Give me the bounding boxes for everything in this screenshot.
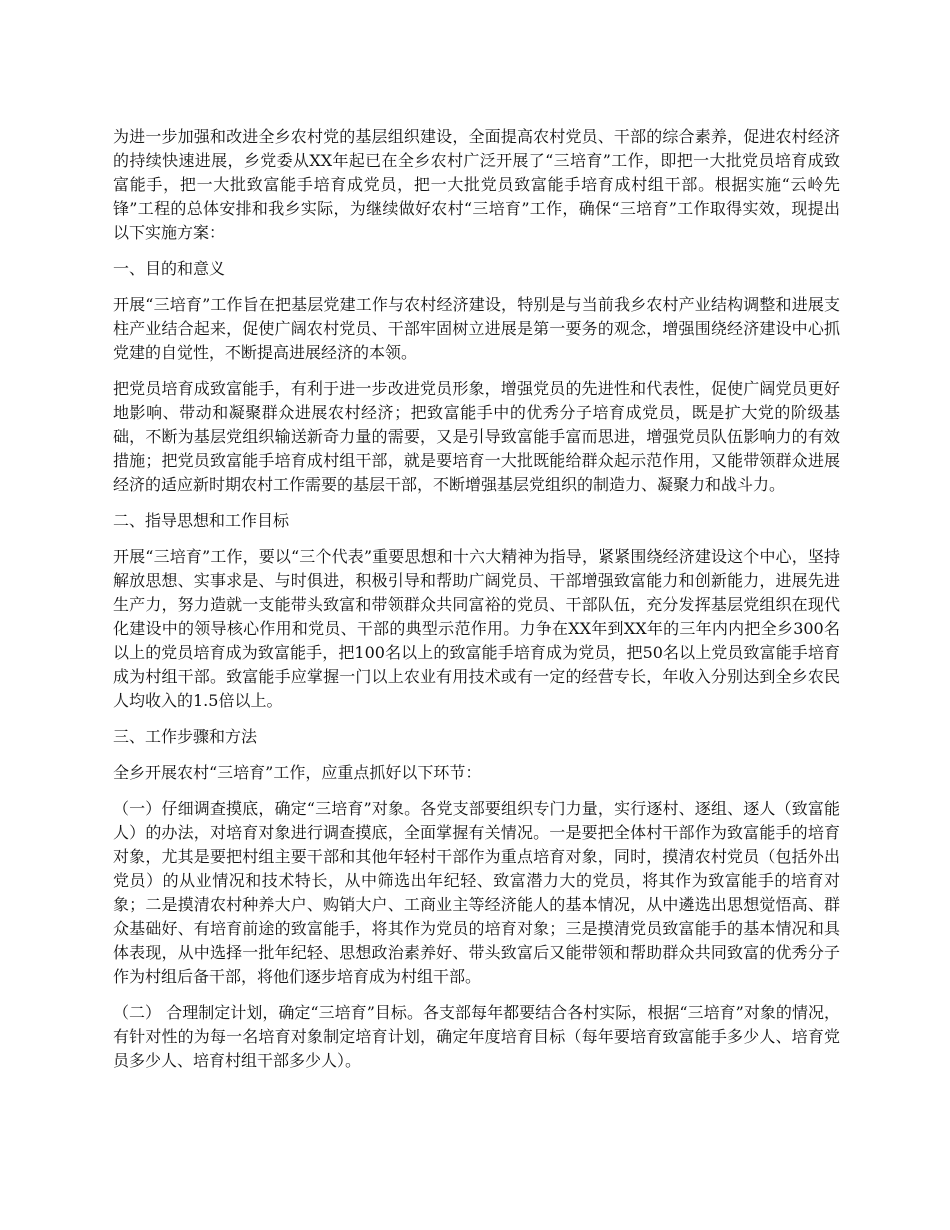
section-heading-steps: 三、工作步骤和方法 bbox=[113, 727, 258, 746]
step-one-paragraph: （一）仔细调查摸底，确定“三培育”对象。各党支部要组织专门力量，实行逐村、逐组、逐人（致富能人）的办法，对培育对象进行调查摸底，全面掌握有关情况。一是要把全体村干部作为致富能手的培育对象，尤其是要把村组主要干部和其他年轻村干部作为重点培育对象，同时，摸清农村党员（包括外出党员）的从业情况和技术特长，从中筛选出年纪轻、致富潜力大的党员，将其作为致富能手的培育对象；二是摸清农村种养大户、购销大户、工商业主等经济能人的基本情况，从中遴选出思想觉悟高、群众基础好、有培育前途的致富能手，将其作为党员的培育对象；三是摸清党员致富能手的基本情况和具体表现，从中选择一批年纪轻、思想政治素养好、带头致富后又能带领和帮助群众共同致富的优秀分子作为村组后备干部，将他们逐步培育成为村组干部。 bbox=[113, 799, 840, 986]
section-heading-purpose: 一、目的和意义 bbox=[113, 259, 226, 278]
section-heading-guiding-thought: 二、指导思想和工作目标 bbox=[113, 511, 290, 530]
intro-paragraph: 为进一步加强和改进全乡农村党的基层组织建设，全面提高农村党员、干部的综合素养，促进农村经济的持续快速进展，乡党委从XX年起已在全乡农村广泛开展了“三培育”工作，即把一大批党员培育成致富能手，把一大批致富能手培育成党员，把一大批党员致富能手培育成村组干部。根据实施“云岭先锋”工程的总体安排和我乡实际，为继续做好农村“三培育”工作，确保“三培育”工作取得实效，现提出以下实施方案： bbox=[113, 127, 840, 242]
document-body bbox=[113, 125, 840, 1085]
step-two-paragraph: （二） 合理制定计划，确定“三培育”目标。各支部每年都要结合各村实际，根据“三培育”对象的情况，有针对性的为每一名培育对象制定培育计划，确定年度培育目标（每年要培育致富能手多少人、培育党员多少人、培育村组干部多少人）。 bbox=[113, 1003, 840, 1070]
purpose-paragraph-1: 开展“三培育”工作旨在把基层党建工作与农村经济建设，特别是与当前我乡农村产业结构调整和进展支柱产业结合起来，促使广阔农村党员、干部牢固树立进展是第一要务的观念，增强围绕经济建设中心抓党建的自觉性，不断提高进展经济的本领。 bbox=[113, 295, 840, 362]
purpose-paragraph-2: 把党员培育成致富能手，有利于进一步改进党员形象，增强党员的先进性和代表性，促使广阔党员更好地影响、带动和凝聚群众进展农村经济；把致富能手中的优秀分子培育成党员，既是扩大党的阶级基础，不断为基层党组织输送新奇力量的需要，又是引导致富能手富而思进，增强党员队伍影响力的有效措施；把党员致富能手培育成村组干部，就是要培育一大批既能给群众起示范作用，又能带领群众进展经济的适应新时期农村工作需要的基层干部，不断增强基层党组织的制造力、凝聚力和战斗力。 bbox=[113, 379, 840, 494]
steps-intro-paragraph: 全乡开展农村“三培育”工作，应重点抓好以下环节： bbox=[113, 763, 482, 782]
guiding-thought-paragraph: 开展“三培育”工作，要以“三个代表”重要思想和十六大精神为指导，紧紧围绕经济建设这个中心，坚持解放思想、实事求是、与时俱进，积极引导和帮助广阔党员、干部增强致富能力和创新能力，进展先进生产力，努力造就一支能带头致富和带领群众共同富裕的党员、干部队伍，充分发挥基层党组织在现代化建设中的领导核心作用和党员、干部的典型示范作用。力争在XX年到XX年的三年内内把全乡300名以上的党员培育成为致富能手，把100名以上的致富能手培育成为党员，把50名以上党员致富能手培育成为村组干部。致富能手应掌握一门以上农业有用技术或有一定的经营专长，年收入分别达到全乡农民人均收入的1.5倍以上。 bbox=[113, 547, 840, 710]
